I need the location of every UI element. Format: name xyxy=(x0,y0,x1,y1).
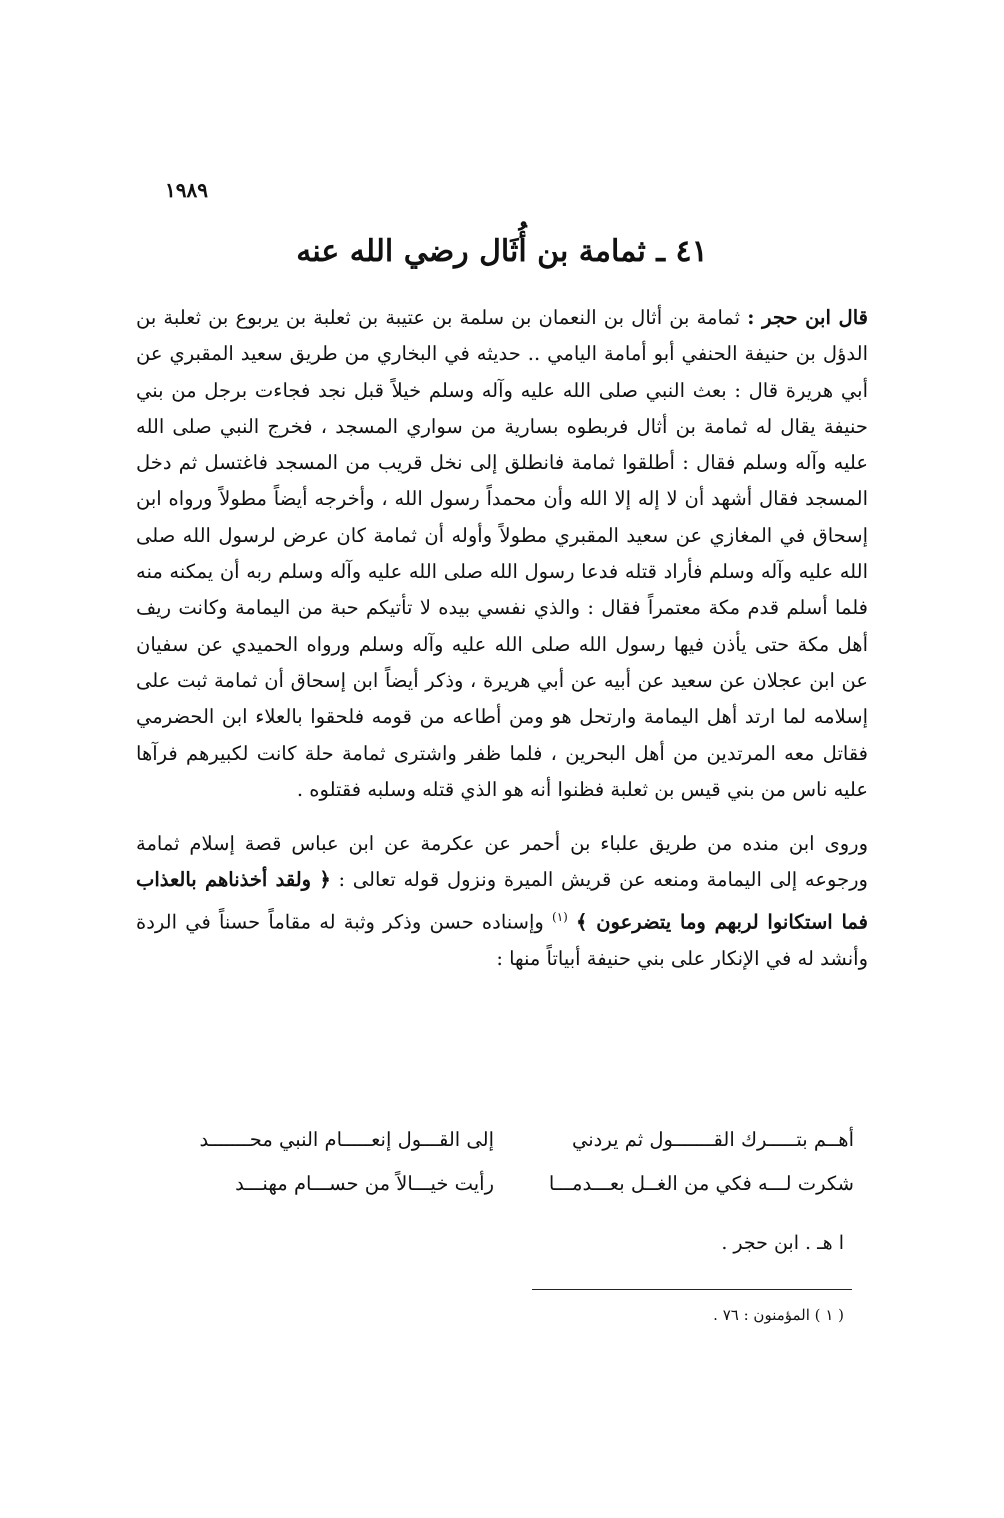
body-text xyxy=(136,300,868,977)
page-number: ١٩٨٩ xyxy=(165,178,208,202)
poem-verse xyxy=(174,1118,854,1162)
verse-first-hemistich: شكرت لـــه فكي من الغــل بعـــدمـــا xyxy=(548,1172,854,1195)
chapter-title: ٤١ ـ ثمامة بن أُثَال رضي الله عنه xyxy=(296,234,708,269)
paragraph-lead: قال ابن حجر : xyxy=(747,306,868,329)
footnote: ( ١ ) المؤمنون : ٧٦ . xyxy=(713,1306,844,1324)
paragraph-ibn-hajar xyxy=(136,300,868,808)
footnote-reference: (١) xyxy=(552,909,568,924)
quran-quote: ﴿ ولقد أخذناهم بالعذاب فما استكانوا لربهم وما يتضرعون ﴾ xyxy=(136,868,869,934)
poem-verse xyxy=(174,1162,854,1206)
footnote-divider xyxy=(532,1289,852,1290)
verse-first-hemistich: أهــم بتـــــرك القـــــــول ثم يردني xyxy=(571,1128,854,1151)
source-end-marker: ا هـ . ابن حجر . xyxy=(721,1232,844,1254)
paragraph-body-before-quote: وروى ابن منده من طريق علباء بن أحمر عن عكرمة عن ابن عباس قصة إسلام ثمامة ورجوعه إلى اليمامة ومنعه عن قريش الميرة ونزول قوله تعالى : xyxy=(136,832,868,892)
verse-second-hemistich: رأيت خيـــالاً من حســـام مهنـــد xyxy=(235,1172,494,1195)
paragraph-body: ثمامة بن أثال بن النعمان بن سلمة بن عتيبة بن ثعلبة بن يربوع بن ثعلبة بن الدؤل بن حنيفة الحنفي أبو أمامة اليامي .. حديثه في البخاري من طريق سعيد المقبري عن أبي هريرة قال : بعث النبي صلى الله عليه وآله وسلم خيلاً قبل نجد فجاءت برجل من بني حنيفة يقال له ثمامة بن أثال فربطوه بسارية من سواري المسجد ، فخرج النبي صلى الله عليه وآله وسلم فقال : أطلقوا ثمامة فانطلق إلى نخل قريب من المسجد فاغتسل ثم دخل المسجد فقال أشهد أن لا إله إلا الله وأن محمداً رسول الله ، وأخرجه أيضاً مطولاً ورواه ابن إسحاق في المغازي عن سعيد المقبري مطولاً وأوله أن ثمامة كان عرض لرسول الله صلى الله عليه وآله وسلم فأراد قتله فدعا رسول الله صلى الله عليه وآله وسلم ربه أن يمكنه منه فلما أسلم قدم مكة معتمراً فقال : والذي نفسي بيده لا تأتيكم حبة من اليمامة وكانت ريف أهل مكة حتى يأذن فيها رسول الله صلى الله عليه وآله وسلم ورواه الحميدي عن سفيان عن ابن عجلان عن سعيد عن أبيه عن أبي هريرة ، وذكر أيضاً ابن إسحاق أن ثمامة ثبت على إسلامه لما ارتد أهل اليمامة وارتحل هو ومن أطاعه من قومه فلحقوا بالعلاء ابن الحضرمي فقاتل معه المرتدين من أهل البحرين ، فلما ظفر واشترى ثمامة حلة كانت لكبيرهم فرآها عليه ناس من بني قيس بن ثعلبة فظنوا أنه هو الذي قتله وسلبه فقتلوه . xyxy=(136,306,868,801)
poem xyxy=(174,1118,854,1206)
verse-second-hemistich: إلى القـــول إنعـــــام النبي محـــــــد xyxy=(199,1128,494,1151)
paragraph-ibn-mandah xyxy=(136,826,868,977)
paragraph-body-after-quote: وإسناده حسن وذكر وثبة له مقاماً حسناً في الردة وأنشد له في الإنكار على بني حنيفة أبياتاً منها : xyxy=(136,910,868,970)
